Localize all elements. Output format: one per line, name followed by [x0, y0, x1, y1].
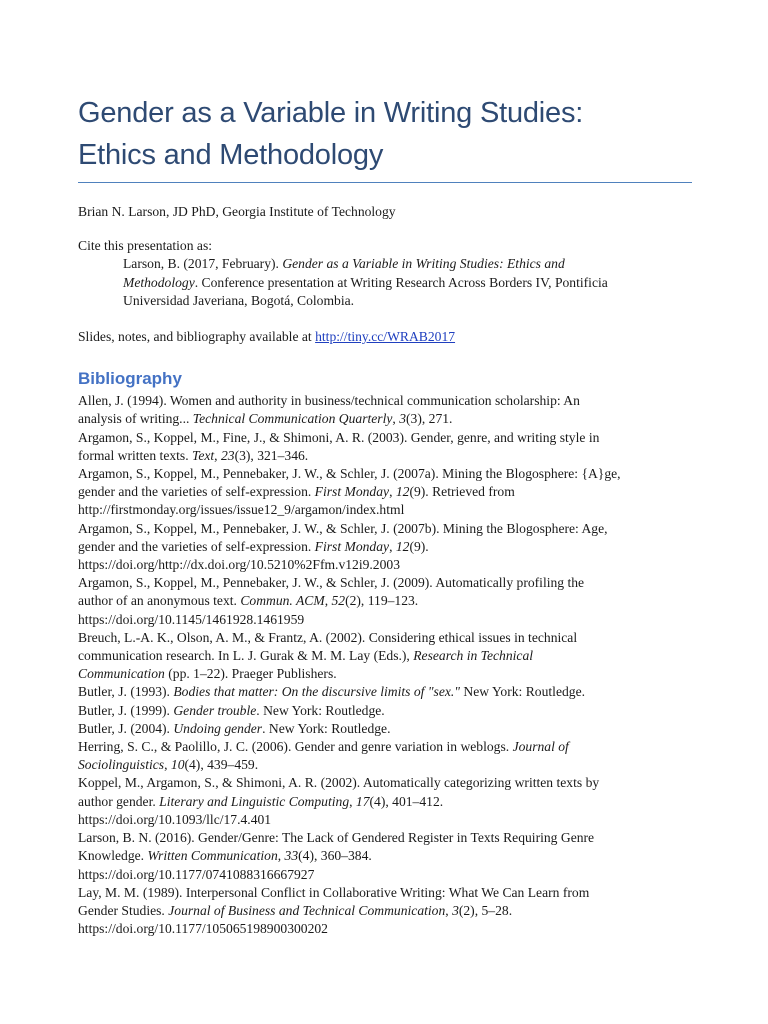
reference-line — [78, 592, 692, 610]
reference-italic-text: Research in Technical — [413, 648, 534, 664]
reference-entry — [78, 829, 692, 884]
document-page — [78, 92, 692, 938]
reference-italic-text: 10 — [170, 757, 185, 773]
reference-text: Argamon, S., Koppel, M., Pennebaker, J. W., & Schler, J. (2007a). Mining the Blogosphere: {A}ge, — [78, 466, 621, 482]
reference-italic-text: 12 — [395, 484, 410, 500]
reference-text: Koppel, M., Argamon, S., & Shimoni, A. R. (2002). Automatically categorizing written texts by — [78, 775, 600, 791]
reference-text: https://doi.org/http://dx.doi.org/10.5210%2Ffm.v12i9.2003 — [78, 557, 400, 573]
reference-line — [78, 392, 692, 410]
reference-text: author gender. — [78, 793, 160, 809]
reference-line — [78, 920, 692, 938]
reference-line — [78, 501, 692, 519]
reference-italic-text: 12 — [395, 538, 410, 554]
reference-entry — [78, 465, 692, 520]
reference-entry — [78, 774, 692, 829]
reference-italic-text: Literary and Linguistic Computing — [159, 793, 350, 809]
bibliography-heading: Bibliography — [78, 369, 182, 389]
reference-entry — [78, 738, 692, 774]
reference-line — [78, 774, 692, 792]
reference-entry — [78, 392, 692, 428]
reference-italic-text: Bodies that matter: On the discursive limits of "sex." — [173, 684, 461, 700]
reference-text: gender and the varieties of self-expression. — [78, 484, 315, 500]
reference-text: Knowledge. — [78, 848, 148, 864]
reference-line — [78, 756, 692, 774]
reference-text: (2), 5–28. — [458, 902, 513, 918]
reference-text: analysis of writing... — [78, 411, 193, 427]
reference-text: https://doi.org/10.1177/105065198900300202 — [78, 921, 328, 937]
reference-text: Butler, J. (1993). — [78, 684, 174, 700]
title-line-2: Ethics and Methodology — [78, 139, 384, 171]
reference-line — [78, 811, 692, 829]
citation-title-1: Gender as a Variable in Writing Studies: Ethics and — [282, 256, 565, 272]
reference-italic-text: Journal of — [512, 739, 569, 755]
reference-text: Argamon, S., Koppel, M., Pennebaker, J. W., & Schler, J. (2009). Automatically profiling the — [78, 575, 585, 591]
reference-line — [78, 574, 692, 592]
citation-line-2 — [123, 274, 692, 292]
reference-text: gender and the varieties of self-expression. — [78, 538, 315, 554]
citation-venue: . Conference presentation at Writing Research Across Borders IV, Pontificia — [194, 274, 608, 290]
reference-line — [78, 410, 692, 428]
reference-line — [78, 520, 692, 538]
title-divider — [78, 182, 692, 183]
reference-line — [78, 665, 692, 683]
reference-italic-text: Communication — [78, 666, 165, 682]
reference-text: (3), 271. — [406, 411, 453, 427]
reference-italic-text: Written Communication — [147, 848, 278, 864]
reference-text: (3), 321–346. — [234, 447, 309, 463]
reference-line — [78, 793, 692, 811]
author-byline: Brian N. Larson, JD PhD, Georgia Institute of Technology — [78, 204, 396, 219]
reference-entry — [78, 884, 692, 939]
slides-note — [78, 328, 692, 346]
reference-text: https://doi.org/10.1093/llc/17.4.401 — [78, 811, 272, 827]
reference-text: Butler, J. (1999). — [78, 702, 174, 718]
reference-text: , — [389, 538, 396, 554]
reference-line — [78, 647, 692, 665]
reference-entry — [78, 574, 692, 629]
document-title — [78, 92, 692, 176]
reference-italic-text: Text — [192, 447, 215, 463]
reference-text: Larson, B. N. (2016). Gender/Genre: The Lack of Gendered Register in Texts Requiring Genre — [78, 830, 595, 846]
reference-text: . New York: Routledge. — [256, 702, 385, 718]
reference-line — [78, 429, 692, 447]
reference-line — [78, 483, 692, 501]
reference-text: , — [349, 793, 356, 809]
reference-text: (4), 401–412. — [369, 793, 444, 809]
reference-italic-text: 23 — [220, 447, 235, 463]
reference-line — [78, 538, 692, 556]
reference-italic-text: 52 — [331, 593, 346, 609]
reference-text: (2), 119–123. — [345, 593, 419, 609]
reference-entry — [78, 429, 692, 465]
reference-line — [78, 720, 692, 738]
reference-italic-text: First Monday — [314, 484, 390, 500]
citation-author: Larson, B. (2017, February). — [123, 256, 283, 272]
citation-block — [78, 255, 692, 310]
reference-text: Allen, J. (1994). Women and authority in business/technical communication scholarship: An — [78, 393, 580, 409]
reference-italic-text: 17 — [355, 793, 370, 809]
reference-text: (pp. 1–22). Praeger Publishers. — [164, 666, 337, 682]
slides-link[interactable]: http://tiny.cc/WRAB2017 — [315, 329, 456, 345]
reference-text: New York: Routledge. — [460, 684, 586, 700]
reference-line — [78, 683, 692, 701]
reference-text: Breuch, L.-A. K., Olson, A. M., & Frantz, A. (2002). Considering ethical issues in technical — [78, 629, 578, 645]
reference-italic-text: 3 — [452, 902, 459, 918]
reference-text: (9). — [409, 538, 429, 554]
citation-line-1 — [123, 255, 692, 273]
reference-entry — [78, 702, 692, 720]
reference-text: Gender Studies. — [78, 902, 169, 918]
reference-text: author of an anonymous text. — [78, 593, 241, 609]
reference-line — [78, 611, 692, 629]
reference-list — [78, 392, 692, 938]
reference-line — [78, 738, 692, 756]
reference-line — [78, 847, 692, 865]
reference-italic-text: 33 — [284, 848, 299, 864]
reference-italic-text: Commun. ACM — [240, 593, 325, 609]
reference-line — [78, 884, 692, 902]
reference-entry — [78, 629, 692, 684]
reference-italic-text: Technical Communication Quarterly — [192, 411, 393, 427]
reference-italic-text: 3 — [399, 411, 406, 427]
reference-text: http://firstmonday.org/issues/issue12_9/argamon/index.html — [78, 502, 405, 518]
reference-text: , — [392, 411, 400, 427]
reference-text: Argamon, S., Koppel, M., Pennebaker, J. W., & Schler, J. (2007b). Mining the Blogosphere: Age, — [78, 520, 608, 536]
reference-line — [78, 465, 692, 483]
reference-text: , — [389, 484, 396, 500]
slides-text: Slides, notes, and bibliography available at — [78, 329, 316, 345]
reference-text: , — [214, 447, 221, 463]
reference-text: https://doi.org/10.1145/1461928.1461959 — [78, 611, 305, 627]
reference-text: Argamon, S., Koppel, M., Fine, J., & Shimoni, A. R. (2003). Gender, genre, and writing style in — [78, 429, 600, 445]
reference-line — [78, 702, 692, 720]
reference-line — [78, 447, 692, 465]
citation-title-2: Methodology — [123, 274, 195, 290]
reference-line — [78, 829, 692, 847]
reference-line — [78, 866, 692, 884]
reference-italic-text: Gender trouble — [173, 702, 257, 718]
reference-text: Lay, M. M. (1989). Interpersonal Conflict in Collaborative Writing: What We Can Learn from — [78, 884, 590, 900]
reference-text: Herring, S. C., & Paolillo, J. C. (2006). Gender and genre variation in weblogs. — [78, 739, 513, 755]
reference-line — [78, 556, 692, 574]
cite-intro: Cite this presentation as: — [78, 238, 213, 254]
reference-text: Butler, J. (2004). — [78, 720, 174, 736]
reference-text: https://doi.org/10.1177/0741088316667927 — [78, 866, 315, 882]
reference-line — [78, 902, 692, 920]
reference-entry — [78, 683, 692, 701]
reference-text: . New York: Routledge. — [262, 720, 391, 736]
reference-text: communication research. In L. J. Gurak & M. M. Lay (Eds.), — [78, 648, 414, 664]
reference-entry — [78, 520, 692, 575]
reference-italic-text: First Monday — [314, 538, 390, 554]
reference-text: formal written texts. — [78, 447, 193, 463]
reference-text: , — [445, 902, 453, 918]
reference-italic-text: Journal of Business and Technical Communication — [168, 902, 446, 918]
reference-text: (9). Retrieved from — [409, 484, 515, 500]
reference-italic-text: Sociolinguistics — [78, 757, 165, 773]
reference-entry — [78, 720, 692, 738]
reference-italic-text: Undoing gender — [173, 720, 263, 736]
reference-text: , — [277, 848, 285, 864]
reference-text: (4), 360–384. — [298, 848, 372, 864]
reference-text: , — [324, 593, 332, 609]
reference-text: , — [164, 757, 171, 773]
title-line-1: Gender as a Variable in Writing Studies: — [78, 97, 584, 129]
reference-text: (4), 439–459. — [184, 757, 259, 773]
citation-line-3: Universidad Javeriana, Bogotá, Colombia. — [123, 292, 355, 308]
reference-line — [78, 629, 692, 647]
